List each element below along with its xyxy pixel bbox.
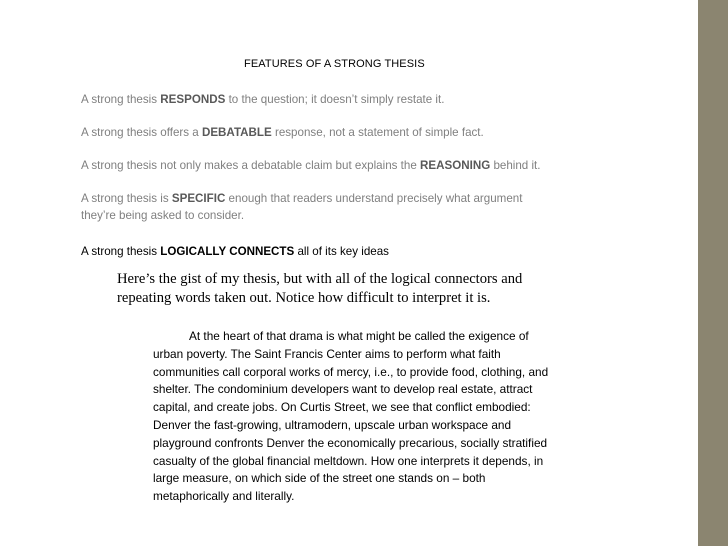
quote-line: shelter. The condominium developers want to develop real estate, attract bbox=[153, 382, 533, 397]
point-specific-continued: they’re being asked to consider. bbox=[81, 209, 245, 222]
point-reasoning bbox=[81, 158, 541, 174]
point-keyword: RESPONDS bbox=[160, 93, 226, 106]
point-keyword: LOGICALLY CONNECTS bbox=[160, 245, 295, 258]
thesis-quote bbox=[153, 328, 603, 506]
point-keyword: REASONING bbox=[420, 159, 491, 172]
quote-line: playground confronts Denver the economically precarious, socially stratified bbox=[153, 435, 548, 450]
quote-line: At the heart of that drama is what might be called the exigence of bbox=[189, 329, 529, 343]
gist-note bbox=[117, 270, 587, 308]
quote-line: large measure, on which side of the street one stands on – both bbox=[153, 471, 486, 486]
point-responds bbox=[81, 92, 444, 108]
quote-line: communities call corporal works of mercy, i.e., to provide food, clothing, and bbox=[153, 364, 549, 379]
slide-frame-band bbox=[698, 0, 728, 546]
gist-note-line: Here’s the gist of my thesis, but with all of the logical connectors and bbox=[117, 271, 523, 287]
quote-line: capital, and create jobs. On Curtis Street, we see that conflict embodied: bbox=[153, 400, 531, 415]
point-keyword: SPECIFIC bbox=[171, 192, 226, 205]
point-text: A strong thesis offers a bbox=[81, 126, 202, 139]
quote-line: casualty of the global financial meltdown. How one interprets it depends, in bbox=[153, 453, 544, 468]
point-logically-connects bbox=[81, 244, 389, 260]
point-text: A strong thesis is bbox=[81, 192, 172, 205]
point-text: all of its key ideas bbox=[294, 245, 389, 258]
point-keyword: DEBATABLE bbox=[201, 126, 272, 139]
slide-title: FEATURES OF A STRONG THESIS bbox=[244, 58, 425, 70]
quote-line: Denver the fast-growing, ultramodern, upscale urban workspace and bbox=[153, 417, 512, 432]
point-text: A strong thesis bbox=[81, 93, 161, 106]
point-specific bbox=[81, 191, 522, 207]
point-text: A strong thesis bbox=[81, 245, 161, 258]
point-text: to the question; it doesn’t simply restate it. bbox=[225, 93, 445, 106]
point-text: A strong thesis not only makes a debatable claim but explains the bbox=[81, 159, 420, 172]
point-debatable bbox=[81, 125, 484, 141]
point-text: response, not a statement of simple fact. bbox=[271, 126, 484, 139]
point-text: behind it. bbox=[490, 159, 541, 172]
point-text: enough that readers understand precisely what argument bbox=[225, 192, 523, 205]
quote-line: metaphorically and literally. bbox=[153, 489, 295, 504]
gist-note-line: repeating words taken out. Notice how difficult to interpret it is. bbox=[117, 290, 491, 306]
quote-line: urban poverty. The Saint Francis Center aims to perform what faith bbox=[153, 346, 501, 361]
